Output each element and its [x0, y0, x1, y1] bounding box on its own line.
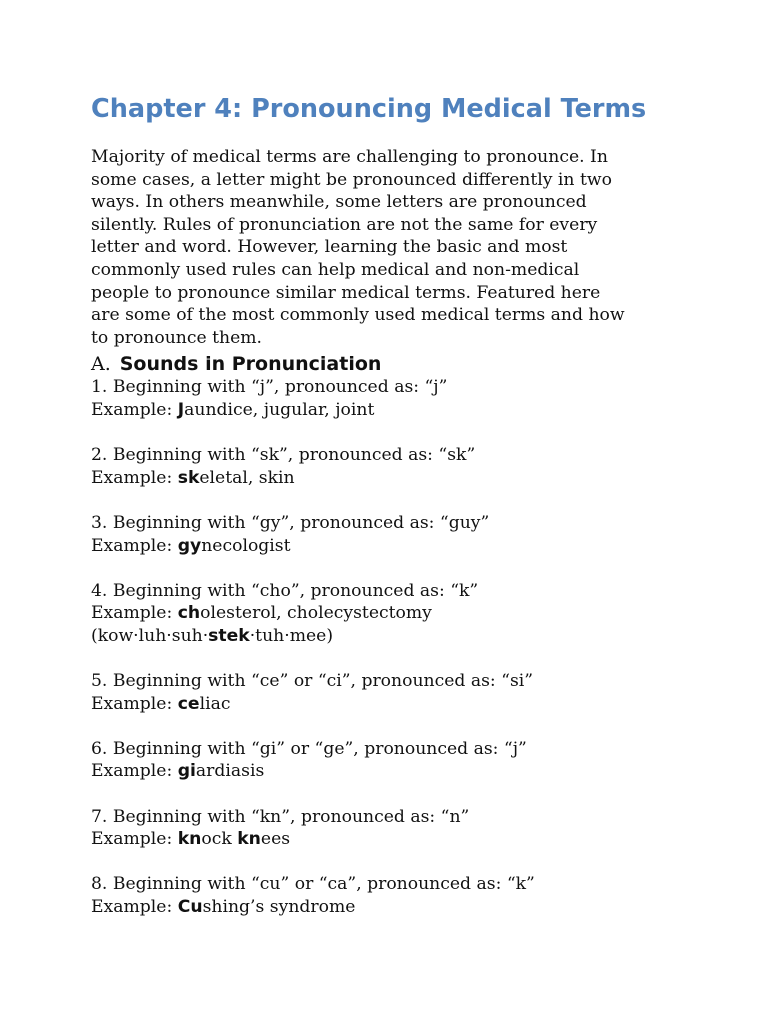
intro-line: ways. In others meanwhile, some letters are pronounced — [91, 192, 587, 213]
pronunciation-stress: stek — [208, 625, 250, 646]
example-highlight: kn — [237, 829, 261, 850]
section-letter: A. — [91, 353, 111, 376]
rule-item — [91, 512, 691, 557]
example-text: ees — [260, 829, 291, 850]
rule-item — [91, 806, 691, 851]
example-text: shing’s syndrome — [202, 897, 356, 917]
example-label: Example: — [91, 467, 173, 488]
rule-heading: 5. Beginning with “ce” or “ci”, pronounced as: “si” — [91, 671, 534, 692]
rule-example — [91, 602, 691, 625]
intro-line: silently. Rules of pronunciation are not the same for every — [91, 214, 598, 235]
section-label: Sounds in Pronunciation — [119, 353, 382, 376]
rule-item — [91, 873, 691, 918]
rule-item — [91, 580, 691, 648]
rule-example — [91, 760, 691, 783]
rule-heading: 6. Beginning with “gi” or “ge”, pronounced as: “j” — [91, 738, 527, 759]
example-text: ardiasis — [195, 761, 265, 782]
rule-example — [91, 399, 691, 422]
example-text: aundice, jugular, joint — [184, 399, 375, 420]
example-highlight: gy — [177, 535, 202, 556]
intro-line: to pronounce them. — [91, 327, 263, 348]
rule-example — [91, 693, 691, 716]
example-label: Example: — [91, 535, 173, 556]
example-highlight: gi — [177, 761, 196, 782]
intro-line: letter and word. However, learning the basic and most — [91, 237, 568, 258]
rule-example — [91, 896, 691, 919]
intro-line: commonly used rules can help medical and non-medical — [91, 259, 580, 280]
example-text: necologist — [201, 535, 291, 556]
rule-pronunciation — [91, 625, 691, 648]
rule-item — [91, 670, 691, 715]
rule-heading: 2. Beginning with “sk”, pronounced as: “sk” — [91, 445, 476, 466]
example-text: liac — [199, 693, 231, 714]
example-label: Example: — [91, 761, 173, 782]
example-label: Example: — [91, 829, 173, 850]
example-label: Example: — [91, 603, 173, 624]
example-label: Example: — [91, 897, 173, 917]
intro-paragraph — [91, 146, 691, 349]
example-highlight: ch — [177, 603, 201, 624]
intro-line: Majority of medical terms are challenging to pronounce. In — [91, 147, 608, 167]
pronunciation-before: (kow·luh·suh· — [91, 625, 209, 646]
example-text: ock — [201, 829, 238, 850]
document-page — [91, 92, 691, 919]
example-text: olesterol, cholecystectomy — [200, 603, 432, 624]
rule-item — [91, 376, 691, 421]
rules-list — [91, 376, 691, 918]
section-heading — [91, 350, 691, 376]
rule-heading: 7. Beginning with “kn”, pronounced as: “n” — [91, 806, 470, 827]
intro-line: some cases, a letter might be pronounced differently in two — [91, 169, 612, 190]
example-highlight: ce — [177, 693, 200, 714]
example-highlight: Cu — [177, 897, 203, 917]
pronunciation-after: ·tuh·mee) — [249, 625, 334, 646]
example-highlight: sk — [177, 467, 200, 488]
rule-example — [91, 535, 691, 558]
example-text: eletal, skin — [199, 467, 295, 488]
example-label: Example: — [91, 399, 173, 420]
rule-heading: 3. Beginning with “gy”, pronounced as: “guy” — [91, 512, 490, 533]
rule-heading: 8. Beginning with “cu” or “ca”, pronounced as: “k” — [91, 874, 535, 895]
rule-item — [91, 444, 691, 489]
rule-heading: 1. Beginning with “j”, pronounced as: “j” — [91, 377, 448, 398]
example-label: Example: — [91, 693, 173, 714]
rule-example — [91, 828, 691, 851]
rule-item — [91, 738, 691, 783]
rule-example — [91, 467, 691, 490]
example-highlight: kn — [177, 829, 202, 850]
intro-line: are some of the most commonly used medical terms and how — [91, 305, 625, 326]
rule-heading: 4. Beginning with “cho”, pronounced as: “k” — [91, 580, 479, 601]
chapter-title: Chapter 4: Pronouncing Medical Terms — [91, 94, 647, 124]
intro-line: people to pronounce similar medical terms. Featured here — [91, 282, 601, 303]
example-highlight: J — [177, 399, 185, 420]
